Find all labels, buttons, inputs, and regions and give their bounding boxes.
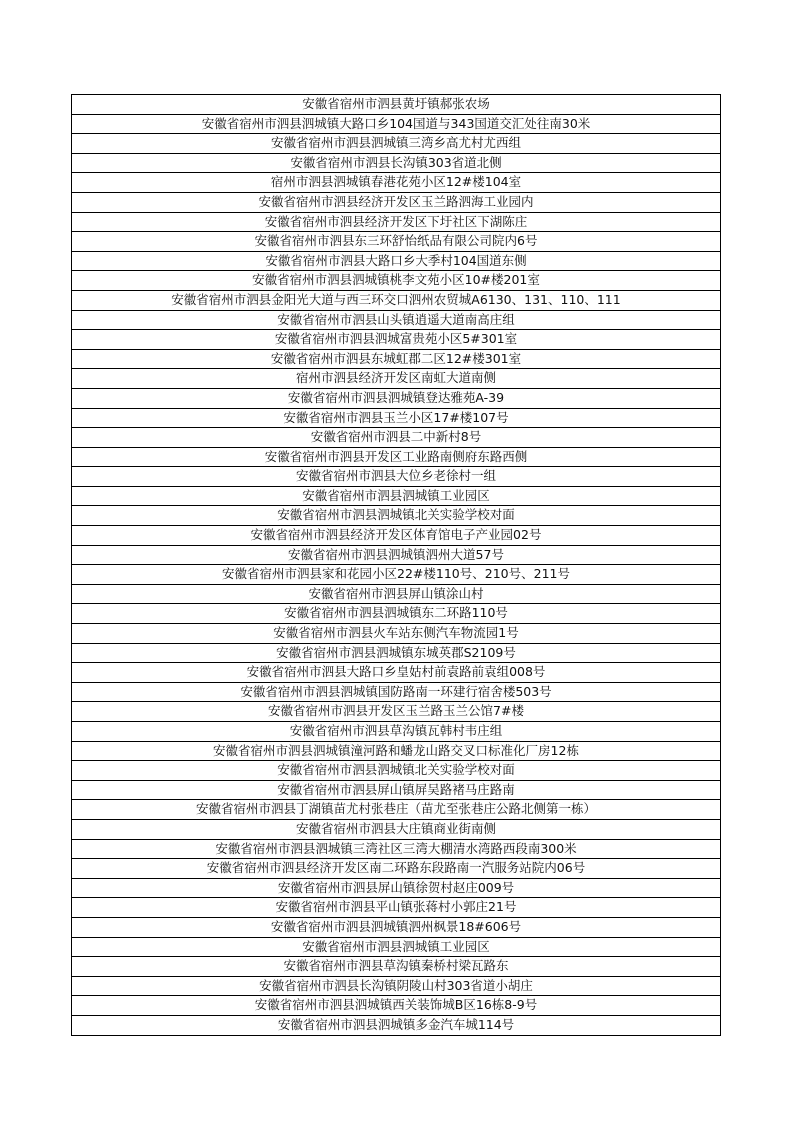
- address-cell: 安徽省宿州市泗县开发区玉兰路玉兰公馆7#楼: [72, 702, 721, 722]
- address-cell: 安徽省宿州市泗县泗城镇大路口乡104国道与343国道交汇处往南30米: [72, 114, 721, 134]
- table-row: [72, 643, 721, 663]
- table-row: [72, 545, 721, 565]
- table-row: [72, 917, 721, 937]
- table-row: [72, 957, 721, 977]
- address-cell: 安徽省宿州市泗县草沟镇秦桥村梁瓦路东: [72, 957, 721, 977]
- address-cell: 安徽省宿州市泗县二中新村8号: [72, 428, 721, 448]
- address-cell: 安徽省宿州市泗县大庄镇商业街南侧: [72, 819, 721, 839]
- table-row: [72, 722, 721, 742]
- table-row: [72, 212, 721, 232]
- table-row: [72, 663, 721, 683]
- address-cell: 安徽省宿州市泗县泗城镇西关装饰城B区16栋8-9号: [72, 996, 721, 1016]
- table-row: [72, 859, 721, 879]
- address-cell: 安徽省宿州市泗县屏山镇涂山村: [72, 584, 721, 604]
- table-row: [72, 95, 721, 115]
- address-cell: 安徽省宿州市泗县泗城镇东城英郡S2109号: [72, 643, 721, 663]
- address-cell: 安徽省宿州市泗县大路口乡皇姑村前袁路前袁组008号: [72, 663, 721, 683]
- table-row: [72, 584, 721, 604]
- table-row: [72, 976, 721, 996]
- address-cell: 安徽省宿州市泗县经济开发区玉兰路泗海工业园内: [72, 192, 721, 212]
- address-cell: 安徽省宿州市泗县东三环舒怡纸品有限公司院内6号: [72, 232, 721, 252]
- address-cell: 安徽省宿州市泗县泗城镇泗州大道57号: [72, 545, 721, 565]
- table-row: [72, 506, 721, 526]
- address-cell: 安徽省宿州市泗县开发区工业路南侧府东路西侧: [72, 447, 721, 467]
- address-table-body: [72, 95, 721, 1036]
- table-row: [72, 682, 721, 702]
- table-row: [72, 153, 721, 173]
- address-cell: 安徽省宿州市泗县家和花园小区22#楼110号、210号、211号: [72, 565, 721, 585]
- address-cell: 安徽省宿州市泗县长沟镇303省道北侧: [72, 153, 721, 173]
- address-cell: 安徽省宿州市泗县大路口乡大季村104国道东侧: [72, 251, 721, 271]
- table-row: [72, 937, 721, 957]
- address-cell: 安徽省宿州市泗县大位乡老徐村一组: [72, 467, 721, 487]
- table-row: [72, 604, 721, 624]
- address-cell: 安徽省宿州市泗县泗城镇北关实验学校对面: [72, 506, 721, 526]
- table-row: [72, 800, 721, 820]
- table-row: [72, 780, 721, 800]
- address-cell: 安徽省宿州市泗县泗城富贵苑小区5#301室: [72, 330, 721, 350]
- address-cell: 安徽省宿州市泗县泗城镇三湾乡高尤村尤西组: [72, 134, 721, 154]
- table-row: [72, 447, 721, 467]
- table-row: [72, 1015, 721, 1035]
- table-row: [72, 819, 721, 839]
- table-row: [72, 192, 721, 212]
- address-table: [71, 94, 721, 1036]
- table-row: [72, 349, 721, 369]
- table-row: [72, 526, 721, 546]
- address-cell: 安徽省宿州市泗县金阳光大道与西三环交口泗州农贸城A6130、131、110、111: [72, 290, 721, 310]
- table-row: [72, 428, 721, 448]
- table-row: [72, 624, 721, 644]
- table-row: [72, 388, 721, 408]
- address-cell: 安徽省宿州市泗县经济开发区下圩社区下湖陈庄: [72, 212, 721, 232]
- table-row: [72, 290, 721, 310]
- address-cell: 安徽省宿州市泗县屏山镇屏吴路褚马庄路南: [72, 780, 721, 800]
- table-row: [72, 369, 721, 389]
- address-cell: 安徽省宿州市泗县泗城镇工业园区: [72, 486, 721, 506]
- table-row: [72, 702, 721, 722]
- address-cell: 安徽省宿州市泗县山头镇逍遥大道南高庄组: [72, 310, 721, 330]
- table-row: [72, 761, 721, 781]
- table-row: [72, 741, 721, 761]
- address-cell: 安徽省宿州市泗县丁湖镇苗尤村张巷庄（苗尤至张巷庄公路北侧第一栋）: [72, 800, 721, 820]
- table-row: [72, 486, 721, 506]
- address-cell: 安徽省宿州市泗县长沟镇阴陵山村303省道小胡庄: [72, 976, 721, 996]
- address-cell: 安徽省宿州市泗县泗城镇泗州枫景18#606号: [72, 917, 721, 937]
- table-row: [72, 134, 721, 154]
- address-cell: 安徽省宿州市泗县泗城镇三湾社区三湾大棚清水湾路西段南300米: [72, 839, 721, 859]
- address-cell: 安徽省宿州市泗县东城虹郡二区12#楼301室: [72, 349, 721, 369]
- table-row: [72, 271, 721, 291]
- address-cell: 安徽省宿州市泗县经济开发区南二环路东段路南一汽服务站院内06号: [72, 859, 721, 879]
- table-row: [72, 565, 721, 585]
- address-cell: 宿州市泗县泗城镇春港花苑小区12#楼104室: [72, 173, 721, 193]
- address-cell: 安徽省宿州市泗县玉兰小区17#楼107号: [72, 408, 721, 428]
- table-row: [72, 878, 721, 898]
- address-cell: 安徽省宿州市泗县泗城镇登达雅苑A-39: [72, 388, 721, 408]
- table-row: [72, 310, 721, 330]
- table-row: [72, 839, 721, 859]
- address-cell: 安徽省宿州市泗县草沟镇瓦韩村韦庄组: [72, 722, 721, 742]
- address-cell: 安徽省宿州市泗县泗城镇多金汽车城114号: [72, 1015, 721, 1035]
- address-cell: 宿州市泗县经济开发区南虹大道南侧: [72, 369, 721, 389]
- address-cell: 安徽省宿州市泗县火车站东侧汽车物流园1号: [72, 624, 721, 644]
- table-row: [72, 408, 721, 428]
- address-cell: 安徽省宿州市泗县泗城镇工业园区: [72, 937, 721, 957]
- address-cell: 安徽省宿州市泗县屏山镇徐贺村赵庄009号: [72, 878, 721, 898]
- address-cell: 安徽省宿州市泗县泗城镇东二环路110号: [72, 604, 721, 624]
- table-row: [72, 173, 721, 193]
- table-row: [72, 467, 721, 487]
- address-cell: 安徽省宿州市泗县泗城镇国防路南一环建行宿舍楼503号: [72, 682, 721, 702]
- address-cell: 安徽省宿州市泗县泗城镇桃李文苑小区10#楼201室: [72, 271, 721, 291]
- address-cell: 安徽省宿州市泗县黄圩镇郝张农场: [72, 95, 721, 115]
- table-row: [72, 114, 721, 134]
- address-cell: 安徽省宿州市泗县泗城镇潼河路和蟠龙山路交叉口标准化厂房12栋: [72, 741, 721, 761]
- table-row: [72, 898, 721, 918]
- table-row: [72, 251, 721, 271]
- address-cell: 安徽省宿州市泗县平山镇张蒋村小郭庄21号: [72, 898, 721, 918]
- table-row: [72, 232, 721, 252]
- table-row: [72, 330, 721, 350]
- address-cell: 安徽省宿州市泗县经济开发区体育馆电子产业园02号: [72, 526, 721, 546]
- table-row: [72, 996, 721, 1016]
- address-cell: 安徽省宿州市泗县泗城镇北关实验学校对面: [72, 761, 721, 781]
